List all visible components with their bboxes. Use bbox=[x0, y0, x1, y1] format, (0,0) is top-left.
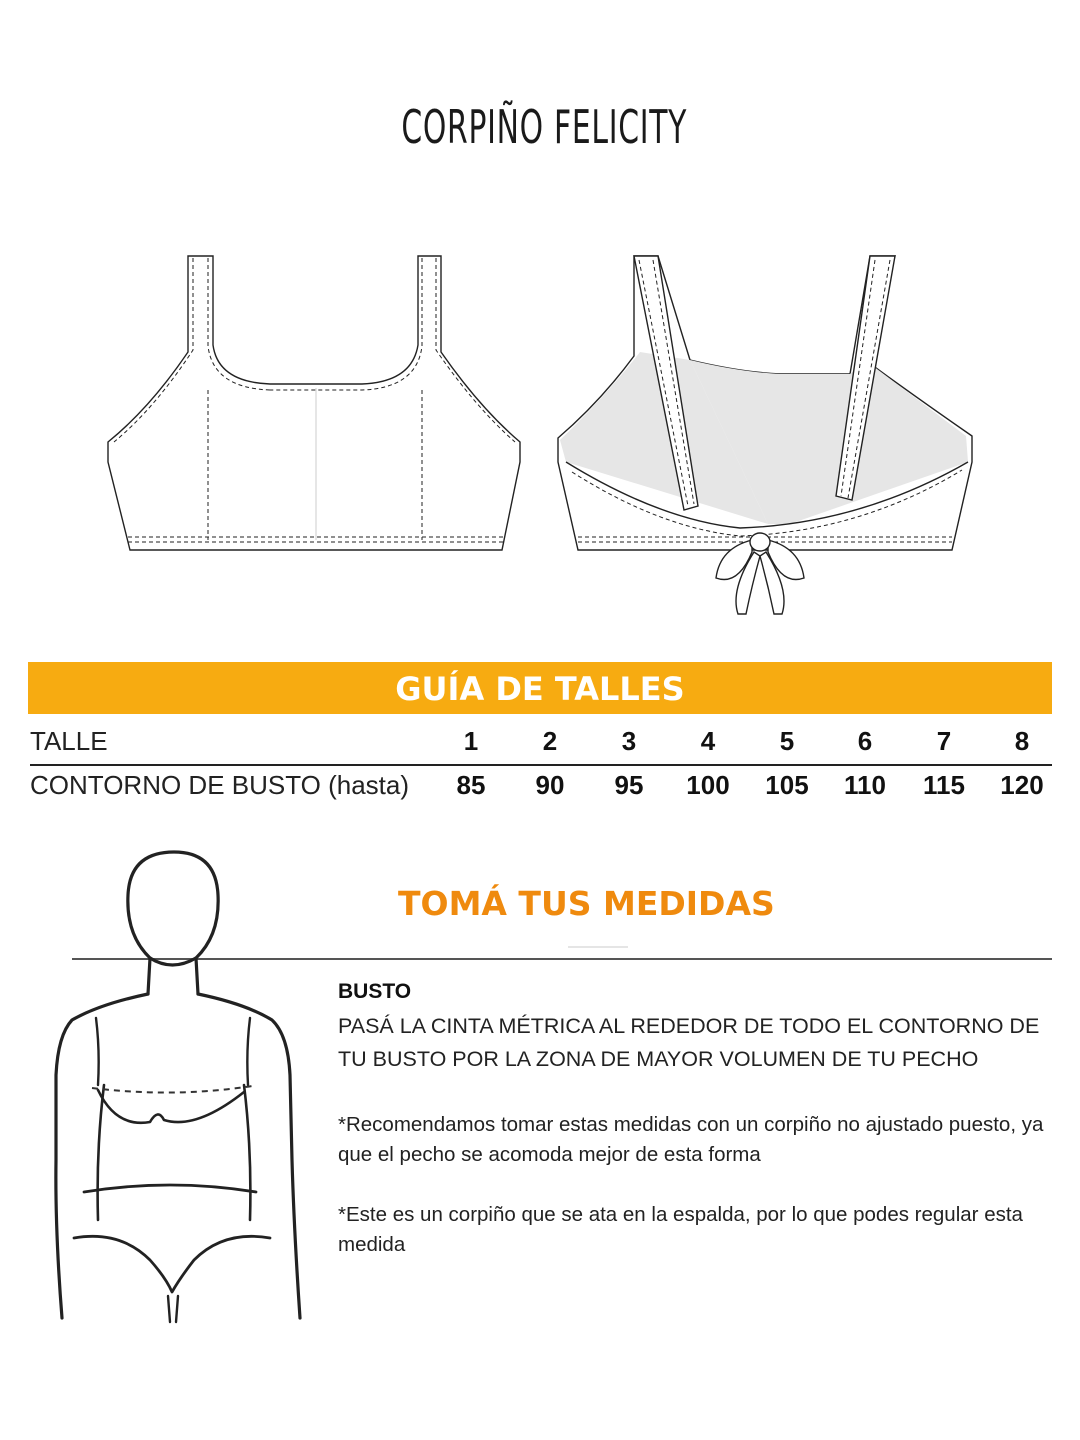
bust-cell: 120 bbox=[1000, 770, 1044, 800]
bust-cell: 100 bbox=[686, 770, 730, 800]
bust-row bbox=[30, 766, 1052, 808]
figure-head bbox=[128, 852, 218, 965]
size-cell: 8 bbox=[1014, 726, 1030, 756]
size-row-label: TALLE bbox=[30, 726, 108, 756]
bust-cell: 110 bbox=[844, 770, 886, 800]
size-cell: 4 bbox=[700, 726, 716, 756]
page-title: CORPIÑO FELICITY bbox=[401, 100, 688, 154]
size-cell: 7 bbox=[936, 726, 952, 756]
size-cell: 5 bbox=[779, 726, 795, 756]
bust-cell: 115 bbox=[923, 770, 965, 800]
measure-title: TOMÁ TUS MEDIDAS bbox=[398, 884, 775, 923]
bust-cell: 105 bbox=[765, 770, 809, 800]
note-adjustable: *Este es un corpiño que se ata en la espalda, por lo que podes regular esta medida bbox=[338, 1203, 1023, 1256]
body-figure-illustration bbox=[40, 845, 340, 1335]
figure-briefs bbox=[74, 1236, 270, 1292]
size-cell: 1 bbox=[463, 726, 479, 756]
size-cell: 6 bbox=[857, 726, 873, 756]
figure-breasts bbox=[98, 1090, 244, 1123]
faint-divider bbox=[568, 946, 628, 948]
bust-cell: 95 bbox=[614, 770, 644, 800]
note-recommendation: *Recomendamos tomar estas medidas con un corpiño no ajustado puesto, ya que el pecho se acomoda mejor de esta forma bbox=[338, 1113, 1044, 1166]
bust-measure-line bbox=[92, 1086, 252, 1093]
bust-cell: 90 bbox=[535, 770, 565, 800]
figure-inner-arm-left bbox=[98, 1085, 104, 1220]
size-row bbox=[30, 722, 1052, 766]
bra-back-view bbox=[558, 256, 972, 614]
size-cell: 2 bbox=[542, 726, 558, 756]
figure-shoulders bbox=[56, 994, 300, 1318]
instructions bbox=[338, 980, 1058, 1290]
figure-waistband bbox=[84, 1185, 256, 1192]
bust-heading: BUSTO bbox=[338, 980, 412, 1003]
figure-legs bbox=[168, 1296, 178, 1322]
size-cell: 3 bbox=[621, 726, 637, 756]
bra-front-view bbox=[108, 256, 520, 550]
figure-bra-top bbox=[96, 1018, 250, 1085]
figure-inner-arm-right bbox=[244, 1085, 250, 1220]
bust-row-label: CONTORNO DE BUSTO (hasta) bbox=[30, 770, 409, 800]
garment-illustrations bbox=[0, 240, 1080, 630]
size-guide-banner: GUÍA DE TALLES bbox=[28, 662, 1052, 714]
bust-description: PASÁ LA CINTA MÉTRICA AL REDEDOR DE TODO EL CONTORNO DE TU BUSTO POR LA ZONA DE MAYOR VOLUMEN DE TU PECHO bbox=[338, 1014, 1040, 1071]
size-table bbox=[30, 722, 1052, 808]
bust-cell: 85 bbox=[456, 770, 486, 800]
